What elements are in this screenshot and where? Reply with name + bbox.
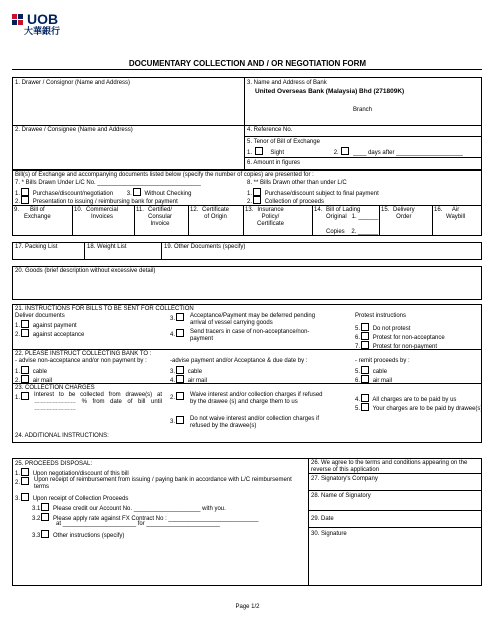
- waive-interest-checkbox[interactable]: [176, 392, 184, 400]
- s25-o33: 3.3 Other instructions (specify): [32, 530, 124, 540]
- charges-by-us-checkbox[interactable]: [361, 394, 369, 402]
- s23-i2-num: 2.: [170, 392, 186, 402]
- d3-label: Acceptance/Payment may be deferred pending arrival of vessel carrying goods: [190, 313, 316, 327]
- purchase-checkbox[interactable]: [21, 188, 29, 196]
- i4-label: All charges are to be paid by us: [372, 397, 457, 403]
- tenor-sight-label: Sight: [270, 150, 285, 156]
- form-title: DOCUMENTARY COLLECTION AND / OR NEGOTIATION FORM: [128, 59, 367, 68]
- deferred-checkbox[interactable]: [176, 313, 184, 321]
- page-number: Page 1/2: [235, 604, 260, 610]
- uob-logo-mark-icon: [12, 14, 24, 26]
- l2a-label: Presentation to issuing / reimbursing bank for payment: [32, 199, 178, 205]
- payment-airmail-checkbox[interactable]: [176, 375, 184, 383]
- charges-by-drawee-checkbox[interactable]: [361, 403, 369, 411]
- doc-num: 13.: [245, 207, 254, 213]
- tenor-opt1-num: 1.: [247, 150, 253, 156]
- s21-p6: 6. Protest for non-acceptance: [355, 332, 445, 342]
- protest-label: Protest instructions: [355, 313, 407, 319]
- uob-logo: [12, 12, 72, 44]
- protest-non-acceptance-checkbox[interactable]: [361, 332, 369, 340]
- tenor-opt2-num: 2.: [333, 150, 339, 156]
- s25-o1: 1. Upon negotiation/discount of this bill: [15, 468, 129, 478]
- doc-label: Insurance Policy/ Certificate: [257, 207, 285, 228]
- logo-text: UOB: [27, 11, 59, 27]
- l2a-num: 2.: [15, 199, 21, 205]
- doc-label: Certified/ Consular Invoice: [148, 207, 173, 228]
- o32-label: Please apply rate against FX Contract No : ___________________________: [53, 516, 259, 522]
- s23-i5: 5. Your charges are to be paid by drawee(s): [355, 403, 482, 413]
- d4-label: Send tracers in case of non-acceptance/non-payment: [190, 329, 310, 343]
- logo-chinese: 大華銀行: [24, 27, 61, 37]
- against-acceptance-checkbox[interactable]: [21, 329, 29, 337]
- do-not-protest-checkbox[interactable]: [361, 323, 369, 331]
- doc-num: 11.: [136, 207, 144, 213]
- s22-b: -advise payment and/or Acceptance & due date by :: [170, 358, 308, 364]
- upon-collection-checkbox[interactable]: [21, 493, 29, 501]
- tenor-options: [247, 147, 463, 157]
- l1a-label: Purchase/discount/negotiation: [32, 191, 114, 197]
- i5-label: Your charges are to be paid by drawee(s): [372, 406, 483, 412]
- doc-label: Commercial Invoices: [86, 207, 119, 221]
- advise-airmail-checkbox[interactable]: [21, 375, 29, 383]
- o3-label: Upon receipt of Collection Proceeds: [32, 496, 129, 502]
- p7-label: Protest for non-payment: [372, 344, 438, 350]
- airmail-label-3: air mail: [372, 378, 393, 384]
- tenor-label: 5. Tenor of Bill of Exchange: [247, 139, 320, 145]
- cable-label-1: cable: [32, 369, 48, 375]
- p5-label: Do not protest: [372, 326, 411, 332]
- s23-i4: 4. All charges are to be paid by us: [355, 394, 456, 404]
- protest-non-payment-checkbox[interactable]: [361, 341, 369, 349]
- other-instructions-checkbox[interactable]: [41, 530, 49, 538]
- i1-label: Interest to be collected from drawee(s) at ………………… % from date of bill until …………………: [34, 392, 162, 413]
- s21-p7: 7. Protest for non-payment: [355, 341, 437, 351]
- purchase-final-checkbox[interactable]: [253, 188, 261, 196]
- s26-terms: 26. We agree to the terms and conditions appearing on the reverse of this application: [311, 460, 468, 474]
- date-label: 29. Date: [311, 516, 334, 522]
- doc-label: Delivery Order: [393, 207, 415, 221]
- l2c-num: 2.: [247, 199, 253, 205]
- s22-c: - remit proceeds by :: [355, 358, 410, 364]
- doc-label: Bill of Exchange: [24, 207, 51, 221]
- s23-i1-num: 1.: [15, 392, 31, 402]
- branch-label: Branch: [353, 107, 373, 113]
- reference-label: 4. Reference No.: [247, 127, 293, 133]
- remit-cable-checkbox[interactable]: [361, 366, 369, 374]
- s25-o2-num: 2.: [15, 477, 31, 487]
- s21-d1: 1. against payment: [15, 320, 77, 330]
- s22-c6: 6. air mail: [355, 375, 392, 385]
- s25-o3: 3. Upon receipt of Collection Proceeds: [15, 493, 128, 503]
- send-tracers-checkbox[interactable]: [176, 329, 184, 337]
- upon-negotiation-checkbox[interactable]: [21, 468, 29, 476]
- tenor-days-checkbox[interactable]: [341, 147, 349, 155]
- airmail-label-1: air mail: [32, 378, 53, 384]
- cable-label-3: cable: [372, 369, 388, 375]
- signature-label: 30. Signature: [311, 531, 347, 537]
- s22-b4: 4. air mail: [170, 375, 207, 385]
- d1-label: against payment: [32, 323, 77, 329]
- packing-list: 17. Packing List: [15, 244, 58, 250]
- tenor-days-label: ____ days after ____________________: [353, 150, 463, 156]
- p6-label: Protest for non-acceptance: [372, 335, 445, 341]
- s21-d4-num: 4.: [170, 329, 186, 339]
- s23-i3-num: 3.: [170, 416, 186, 426]
- doc-num: 12.: [190, 207, 199, 213]
- fx-contract-checkbox[interactable]: [41, 513, 49, 521]
- weight-list: 18. Weight List: [87, 244, 127, 250]
- s22-a2: 2. air mail: [15, 375, 52, 385]
- d2-label: against acceptance: [32, 332, 85, 338]
- s22-a1: 1. cable: [15, 366, 47, 376]
- doc-num: 15.: [381, 207, 390, 213]
- s25-title: 25. PROCEEDS DISPOSAL:: [15, 461, 93, 467]
- without-checking-checkbox[interactable]: [133, 188, 141, 196]
- bank-name: United Overseas Bank (Malaysia) Bhd (271809K): [255, 88, 405, 95]
- doc-num: 14.: [314, 207, 323, 213]
- doc-num: 10.: [74, 207, 83, 213]
- s21-d3-num: 3.: [170, 313, 186, 323]
- collection-proceeds-checkbox[interactable]: [253, 196, 261, 204]
- airmail-label-2: air mail: [187, 378, 208, 384]
- s22-c5: 5. cable: [355, 366, 387, 376]
- cable-label-2: cable: [187, 369, 203, 375]
- do-not-waive-checkbox[interactable]: [176, 416, 184, 424]
- l1b-label: Without Checking: [144, 191, 192, 197]
- s25-o32: 3.2 Please apply rate against FX Contract No : ___________________________: [32, 513, 259, 523]
- drawee-label: 2. Drawee / Consignee (Name and Address): [15, 127, 133, 133]
- s23-title: 23. COLLECTION CHARGES: [15, 385, 95, 391]
- advise-cable-checkbox[interactable]: [21, 366, 29, 374]
- tenor-sight-checkbox[interactable]: [255, 147, 263, 155]
- l1c-num: 1.: [247, 191, 253, 197]
- goods-label: 20. Goods (brief description without excessive detail): [15, 268, 156, 274]
- o33-label: Other instructions (specify): [53, 533, 125, 539]
- i2-label: Waive interest and/or collection charges if refused by the drawee (s) and charge them to us: [190, 392, 323, 406]
- l2c-label: Collection of proceeds: [264, 199, 325, 205]
- bank-label: 3. Name and Address of Bank: [247, 80, 327, 86]
- doc-num: 9.: [14, 207, 20, 213]
- s21-title: 21. INSTRUCTIONS FOR BILLS TO BE SENT FOR COLLECTION: [15, 306, 194, 312]
- credit-account-checkbox[interactable]: [41, 503, 49, 511]
- o2-label: Upon receipt of reimbursement from issuing / paying bank in accordance with L/C reimbursement terms: [34, 477, 292, 491]
- doc-label: Bill of Lading Original 1. ______ Copies 2. ______: [326, 207, 379, 235]
- o1-label: Upon negotiation/discount of this bill: [32, 471, 129, 477]
- i3-label: Do not waive interest and/or collection charges if refused by the drawee(s): [190, 416, 320, 430]
- o31-label: Please credit our Account No. ____________________ with you.: [53, 506, 226, 512]
- l1c-label: Purchase/discount subject to final payment: [264, 191, 379, 197]
- signatory-company-label: 27. Signatory's Company: [311, 476, 378, 482]
- s21-d2: 2. against acceptance: [15, 329, 84, 339]
- bills-s7: 7. * Bills Drawn Under L/C No. _______________________________: [15, 180, 201, 186]
- s24-title: 24. ADDITIONAL INSTRUCTIONS:: [15, 433, 109, 439]
- presentation-checkbox[interactable]: [21, 196, 29, 204]
- against-payment-checkbox[interactable]: [21, 320, 29, 328]
- payment-cable-checkbox[interactable]: [176, 366, 184, 374]
- doc-label: Certificate of Origin: [202, 207, 230, 221]
- o32b-label: at ______________________ for ______________________: [56, 521, 220, 527]
- bills-intro: Bill(s) of Exchange and accompanying documents listed below (specify the number of copies) are presented for :: [15, 172, 314, 178]
- bills-s8: 8. ** Bills Drawn other than under L/C: [247, 180, 347, 186]
- doc-num: 16.: [434, 207, 443, 213]
- signatory-name-label: 28. Name of Signatory: [311, 493, 371, 499]
- s22-title: 22. PLEASE INSTRUCT COLLECTING BANK TO :: [15, 351, 152, 357]
- amount-label: 6. Amount in figures: [247, 160, 301, 166]
- drawer-label: 1. Drawer / Consignor (Name and Address): [15, 80, 131, 86]
- l1a-num: 1.: [15, 191, 21, 197]
- s25-o31: 3.1 Please credit our Account No. ____________________ with you.: [32, 503, 226, 513]
- deliver-label: Deliver documents: [15, 313, 65, 319]
- s22-b3: 3. cable: [170, 366, 202, 376]
- upon-reimbursement-checkbox[interactable]: [21, 477, 29, 485]
- other-documents: 19. Other Documents (specify): [164, 244, 246, 250]
- interest-checkbox[interactable]: [21, 392, 29, 400]
- drawer-field[interactable]: [13, 88, 243, 124]
- s22-a: - advise non-acceptance and/or non payment by :: [15, 358, 147, 364]
- l1b-num: 3.: [126, 191, 132, 197]
- s21-p5: 5. Do not protest: [355, 323, 410, 333]
- remit-airmail-checkbox[interactable]: [361, 375, 369, 383]
- drawee-field[interactable]: [13, 135, 243, 169]
- doc-label: Air Waybill: [446, 207, 466, 221]
